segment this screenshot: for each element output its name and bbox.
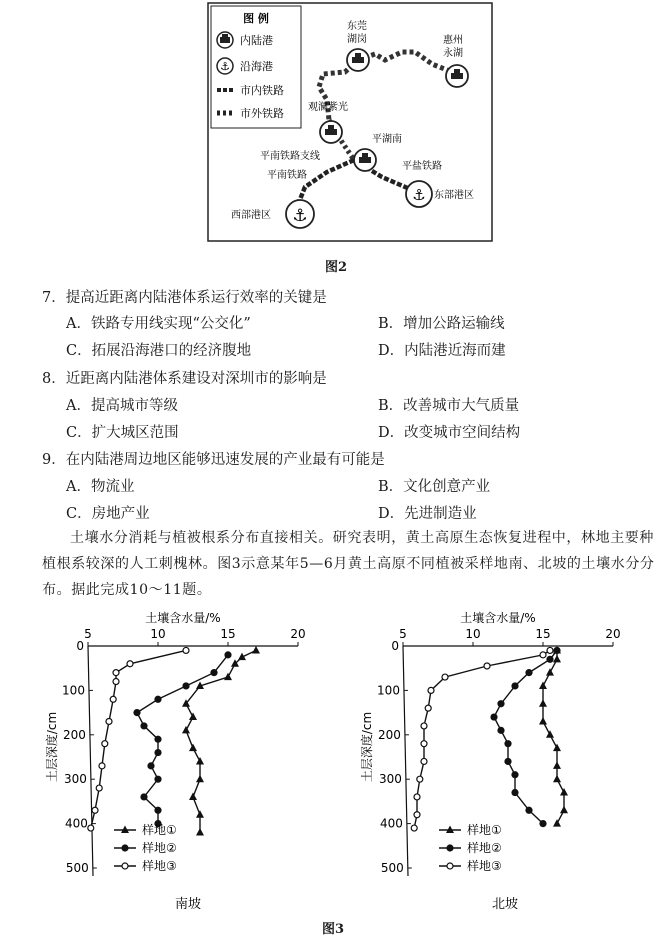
data-point [417, 776, 423, 782]
data-point [411, 825, 417, 831]
data-point [414, 812, 420, 818]
y-tick-label: 100 [62, 683, 85, 698]
y-axis-label: 土层深度/cm [45, 711, 59, 783]
y-tick-label: 400 [379, 816, 403, 831]
q8-option-c: C．扩大城区范围 [66, 425, 179, 441]
data-point [154, 696, 161, 703]
q7-option-d: D．内陆港近海而建 [378, 343, 506, 359]
data-point [553, 775, 561, 783]
data-point [196, 810, 204, 818]
legend-marker [447, 863, 453, 869]
data-point [252, 646, 260, 654]
data-point [539, 717, 547, 725]
series-2 [133, 651, 231, 827]
data-point [539, 820, 546, 827]
legend-marker [121, 844, 128, 851]
slope-title: 南坡 [174, 897, 202, 912]
y-tick-label: 300 [63, 772, 87, 787]
data-point [428, 687, 434, 693]
data-point [113, 679, 119, 685]
data-point [196, 828, 204, 836]
label-branch: 平南铁路支线 [260, 151, 320, 162]
data-point [88, 825, 94, 831]
legend-label: 样地③ [142, 859, 177, 873]
q9-option-b: B．文化创意产业 [378, 479, 491, 495]
y-tick-label: 100 [377, 683, 400, 698]
data-point [414, 794, 420, 800]
inland-port-icon [217, 32, 233, 48]
q9-option-a: A．物流业 [66, 479, 135, 495]
series-line [137, 655, 228, 824]
y-tick-label: 500 [65, 861, 89, 875]
legend-title: 图 例 [243, 12, 269, 25]
data-point [504, 758, 511, 765]
port-guanlan [320, 121, 342, 143]
legend-label-outer-rail: 市外铁路 [240, 107, 284, 120]
port-west-anchor [286, 200, 314, 228]
y-tick-label: 500 [380, 861, 404, 875]
data-point [224, 673, 232, 681]
q9-option-c: C．房地产业 [66, 506, 150, 522]
y-tick-label: 400 [64, 816, 88, 831]
data-point [189, 792, 197, 800]
port-map [207, 2, 493, 242]
question-7-stem: 7．提高近距离内陆港体系运行效率的关键是 [42, 290, 327, 306]
x-tick-label: 5 [84, 627, 92, 641]
data-point [421, 758, 427, 764]
data-point [560, 788, 568, 796]
port-dongguan [347, 49, 369, 71]
legend-label: 样地② [142, 841, 177, 855]
data-point [546, 730, 554, 738]
svg-text:⚓: ⚓ [412, 186, 426, 204]
q7-option-b: B．增加公路运输线 [378, 316, 505, 332]
data-point [511, 682, 518, 689]
port-pinghunan [354, 149, 376, 171]
q9-option-d: D．先进制造业 [378, 506, 477, 522]
data-point [539, 681, 547, 689]
figure3-caption: 图3 [322, 922, 345, 937]
legend-label: 样地② [467, 841, 502, 855]
y-tick-label: 200 [378, 727, 401, 742]
legend-label-coastal: 沿海港 [240, 60, 273, 73]
legend-marker [446, 844, 453, 851]
data-point [127, 661, 133, 667]
data-point [189, 713, 197, 721]
data-point [154, 749, 161, 756]
x-tick-label: 5 [399, 627, 407, 641]
data-point [154, 736, 161, 743]
label-huizhou-2: 永湖 [443, 48, 463, 59]
legend-marker [446, 826, 454, 834]
x-tick-label: 20 [290, 627, 306, 641]
data-point [196, 775, 204, 783]
data-point [525, 669, 532, 676]
data-point [553, 761, 561, 769]
data-point [113, 670, 119, 676]
x-tick-label: 15 [535, 627, 551, 641]
label-west: 西部港区 [231, 210, 271, 221]
series-3 [88, 647, 189, 831]
legend-label: 样地① [142, 823, 177, 837]
data-point [147, 762, 154, 769]
series-line [91, 650, 186, 828]
x-axis-label: 土壤含水量/% [460, 611, 536, 625]
data-point [182, 726, 190, 734]
legend-marker [122, 863, 128, 869]
data-point [182, 682, 189, 689]
x-tick-label: 10 [465, 627, 481, 641]
series-1 [182, 646, 260, 836]
data-point [133, 709, 140, 716]
data-point [546, 668, 554, 676]
y-tick-label: 300 [378, 772, 402, 787]
data-point [92, 807, 98, 813]
series-line [414, 650, 550, 828]
data-point [484, 663, 490, 669]
data-point [96, 785, 102, 791]
data-point [553, 647, 560, 654]
x-tick-label: 20 [605, 627, 621, 641]
data-point [196, 757, 204, 765]
data-point [224, 651, 231, 658]
data-point [421, 723, 427, 729]
y-axis-label: 土层深度/cm [360, 711, 374, 783]
label-dongguan-1: 东莞 [347, 21, 367, 32]
label-east: 东部港区 [434, 190, 474, 201]
series-1 [539, 646, 568, 827]
svg-text:⚓: ⚓ [220, 60, 230, 73]
data-point [504, 740, 511, 747]
data-point [511, 789, 518, 796]
intro-paragraph: 土壤水分消耗与植被根系分布直接相关。研究表明，黄土高原生态恢复进程中，林地主要种植根系较深的人工刺槐林。图3示意某年5—6月黄土高原不同植被采样地南、北坡的土壤水分分布。据此完成10～11题。 [42, 530, 655, 598]
y-tick-label: 0 [391, 639, 399, 653]
label-pingnan: 平南铁路 [267, 170, 307, 181]
question-9-stem: 9．在内陆港周边地区能够迅速发展的产业最有可能是 [42, 452, 385, 468]
data-point [497, 727, 504, 734]
data-point [189, 744, 197, 752]
data-point [497, 700, 504, 707]
x-axis-label: 土壤含水量/% [145, 611, 221, 625]
y-tick-label: 200 [63, 727, 86, 742]
label-pinghunan: 平湖南 [372, 134, 402, 145]
data-point [154, 807, 161, 814]
data-point [210, 669, 217, 676]
data-point [547, 647, 553, 653]
data-point [553, 655, 561, 663]
port-huizhou [446, 65, 468, 87]
q8-option-b: B．改善城市大气质量 [378, 398, 520, 414]
q7-option-c: C．拓展沿海港口的经济腹地 [66, 343, 252, 359]
data-point [553, 819, 561, 827]
x-tick-label: 10 [150, 627, 166, 641]
data-point [421, 741, 427, 747]
legend-label-city-rail: 市内铁路 [240, 84, 284, 97]
data-point [490, 713, 497, 720]
x-tick-label: 15 [220, 627, 236, 641]
data-point [560, 806, 568, 814]
data-point [525, 807, 532, 814]
data-point [106, 718, 112, 724]
svg-text:⚓: ⚓ [292, 206, 308, 226]
data-point [110, 696, 116, 702]
y-axis [88, 646, 93, 876]
slope-title: 北坡 [491, 897, 519, 912]
data-point [425, 705, 431, 711]
question-8-stem: 8．近距离内陆港体系建设对深圳市的影响是 [42, 371, 327, 387]
legend-label-inland: 内陆港 [240, 34, 273, 47]
figure2-caption: 图2 [325, 260, 348, 275]
data-point [511, 771, 518, 778]
data-point [442, 674, 448, 680]
data-point [540, 652, 546, 658]
rail-pingnan [297, 160, 354, 207]
port-east-anchor [406, 181, 432, 207]
label-guanlan: 观澜紫光 [308, 102, 348, 113]
label-dongguan-2: 湖岗 [347, 34, 367, 45]
chart-south-slope [40, 610, 320, 915]
legend-label: 样地③ [467, 859, 502, 873]
label-pingyan: 平盐铁路 [402, 161, 442, 172]
series-line [186, 650, 256, 832]
q7-option-a: A．铁路专用线实现“公交化” [66, 316, 251, 332]
label-huizhou-1: 惠州 [443, 35, 463, 46]
q8-option-a: A．提高城市等级 [66, 398, 178, 414]
data-point [99, 763, 105, 769]
data-point [183, 647, 189, 653]
data-point [553, 744, 561, 752]
y-axis [403, 646, 408, 876]
legend-label: 样地① [467, 823, 502, 837]
anchor-icon [217, 58, 233, 74]
legend-marker [121, 826, 129, 834]
q8-option-d: D．改变城市空间结构 [378, 425, 521, 441]
data-point [140, 722, 147, 729]
data-point [546, 656, 553, 663]
data-point [102, 741, 108, 747]
data-point [154, 776, 161, 783]
data-point [140, 793, 147, 800]
y-tick-label: 0 [76, 639, 84, 653]
chart-north-slope [355, 610, 635, 915]
data-point [539, 699, 547, 707]
